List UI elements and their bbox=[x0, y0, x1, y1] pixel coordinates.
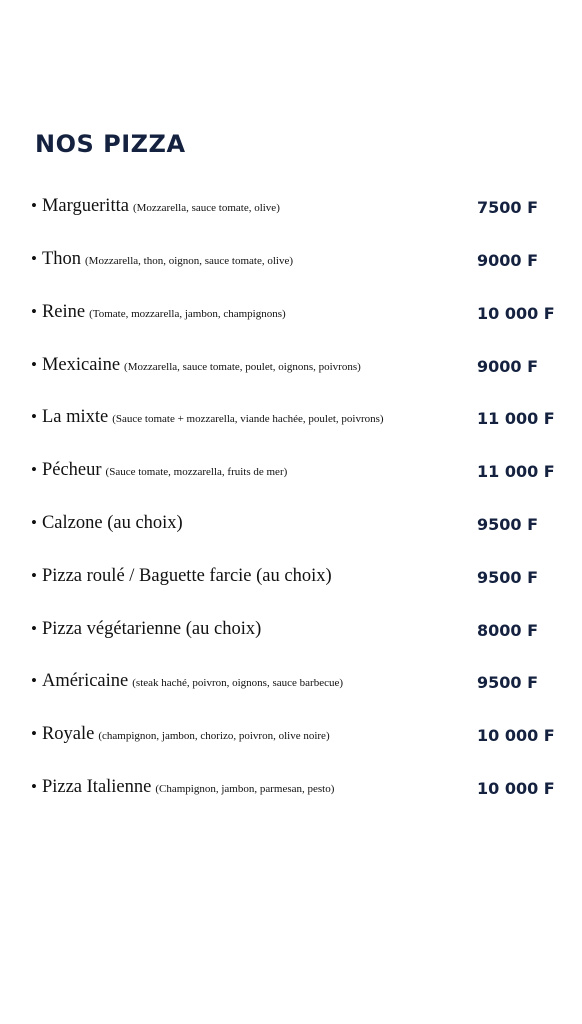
bullet-icon: • bbox=[31, 249, 37, 268]
pizza-name: La mixte bbox=[41, 407, 109, 427]
menu-item bbox=[31, 768, 571, 798]
pizza-name: Pizza végétarienne (au choix) bbox=[41, 619, 262, 639]
bullet-icon: • bbox=[31, 724, 37, 743]
bullet-icon: • bbox=[31, 407, 37, 426]
pizza-price: 11 000 F bbox=[477, 462, 555, 481]
menu-item-text bbox=[31, 724, 330, 745]
pizza-ingredients: (Sauce tomate + mozzarella, viande hachée, poulet, poivrons) bbox=[112, 413, 384, 425]
pizza-ingredients: (Mozzarella, sauce tomate, poulet, oignons, poivrons) bbox=[124, 361, 361, 373]
pizza-price: 11 000 F bbox=[477, 409, 555, 428]
menu-item-text bbox=[31, 196, 280, 217]
pizza-price: 9500 F bbox=[477, 673, 539, 692]
pizza-price: 8000 F bbox=[477, 621, 539, 640]
pizza-ingredients: (Mozzarella, sauce tomate, olive) bbox=[132, 202, 280, 214]
pizza-price: 9000 F bbox=[477, 251, 539, 270]
pizza-name: Reine bbox=[41, 302, 86, 322]
menu-item-text bbox=[31, 355, 361, 376]
menu-item-text bbox=[31, 302, 286, 323]
pizza-name: Pizza Italienne bbox=[41, 777, 152, 797]
menu-item-text bbox=[31, 407, 384, 428]
menu-item bbox=[31, 504, 571, 534]
bullet-icon: • bbox=[31, 460, 37, 479]
pizza-name: Thon bbox=[41, 249, 82, 269]
menu-item-text bbox=[31, 566, 336, 587]
pizza-name: Calzone (au choix) bbox=[41, 513, 183, 533]
menu-item bbox=[31, 398, 571, 428]
menu-item bbox=[31, 662, 571, 692]
pizza-price: 9500 F bbox=[477, 515, 539, 534]
menu-item-text bbox=[31, 619, 265, 640]
pizza-ingredients: (champignon, jambon, chorizo, poivron, olive noire) bbox=[98, 730, 330, 742]
bullet-icon: • bbox=[31, 513, 37, 532]
menu-item bbox=[31, 293, 571, 323]
pizza-price: 10 000 F bbox=[477, 726, 555, 745]
menu-item bbox=[31, 715, 571, 745]
menu-item-text bbox=[31, 777, 334, 798]
pizza-price: 7500 F bbox=[477, 198, 539, 217]
pizza-ingredients: (Tomate, mozzarella, jambon, champignons) bbox=[89, 308, 286, 320]
pizza-price: 9000 F bbox=[477, 357, 539, 376]
bullet-icon: • bbox=[31, 196, 37, 215]
menu-title: NOS PIZZA bbox=[35, 130, 186, 158]
menu-item-text bbox=[31, 671, 343, 692]
menu-item-text bbox=[31, 460, 287, 481]
menu-item bbox=[31, 451, 571, 481]
pizza-price: 10 000 F bbox=[477, 779, 555, 798]
bullet-icon: • bbox=[31, 777, 37, 796]
pizza-name: Margueritta bbox=[41, 196, 129, 216]
bullet-icon: • bbox=[31, 619, 37, 638]
bullet-icon: • bbox=[31, 566, 37, 585]
pizza-name: Mexicaine bbox=[41, 355, 121, 375]
menu-item bbox=[31, 187, 571, 217]
pizza-ingredients: (Champignon, jambon, parmesan, pesto) bbox=[155, 783, 335, 795]
pizza-ingredients: (Mozzarella, thon, oignon, sauce tomate, olive) bbox=[85, 255, 294, 267]
bullet-icon: • bbox=[31, 671, 37, 690]
bullet-icon: • bbox=[31, 355, 37, 374]
pizza-name: Américaine bbox=[41, 671, 129, 691]
bullet-icon: • bbox=[31, 302, 37, 321]
pizza-price: 9500 F bbox=[477, 568, 539, 587]
menu-item bbox=[31, 610, 571, 640]
menu-item-text bbox=[31, 249, 293, 270]
pizza-ingredients: (Sauce tomate, mozzarella, fruits de mer) bbox=[105, 466, 288, 478]
menu-item bbox=[31, 557, 571, 587]
menu-item bbox=[31, 346, 571, 376]
pizza-ingredients: (steak haché, poivron, oignons, sauce barbecue) bbox=[132, 677, 344, 689]
pizza-name: Pécheur bbox=[41, 460, 102, 480]
pizza-price: 10 000 F bbox=[477, 304, 555, 323]
pizza-name: Royale bbox=[41, 724, 95, 744]
menu-item-text bbox=[31, 513, 187, 534]
pizza-name: Pizza roulé / Baguette farcie (au choix) bbox=[41, 566, 332, 586]
menu-item bbox=[31, 240, 571, 270]
